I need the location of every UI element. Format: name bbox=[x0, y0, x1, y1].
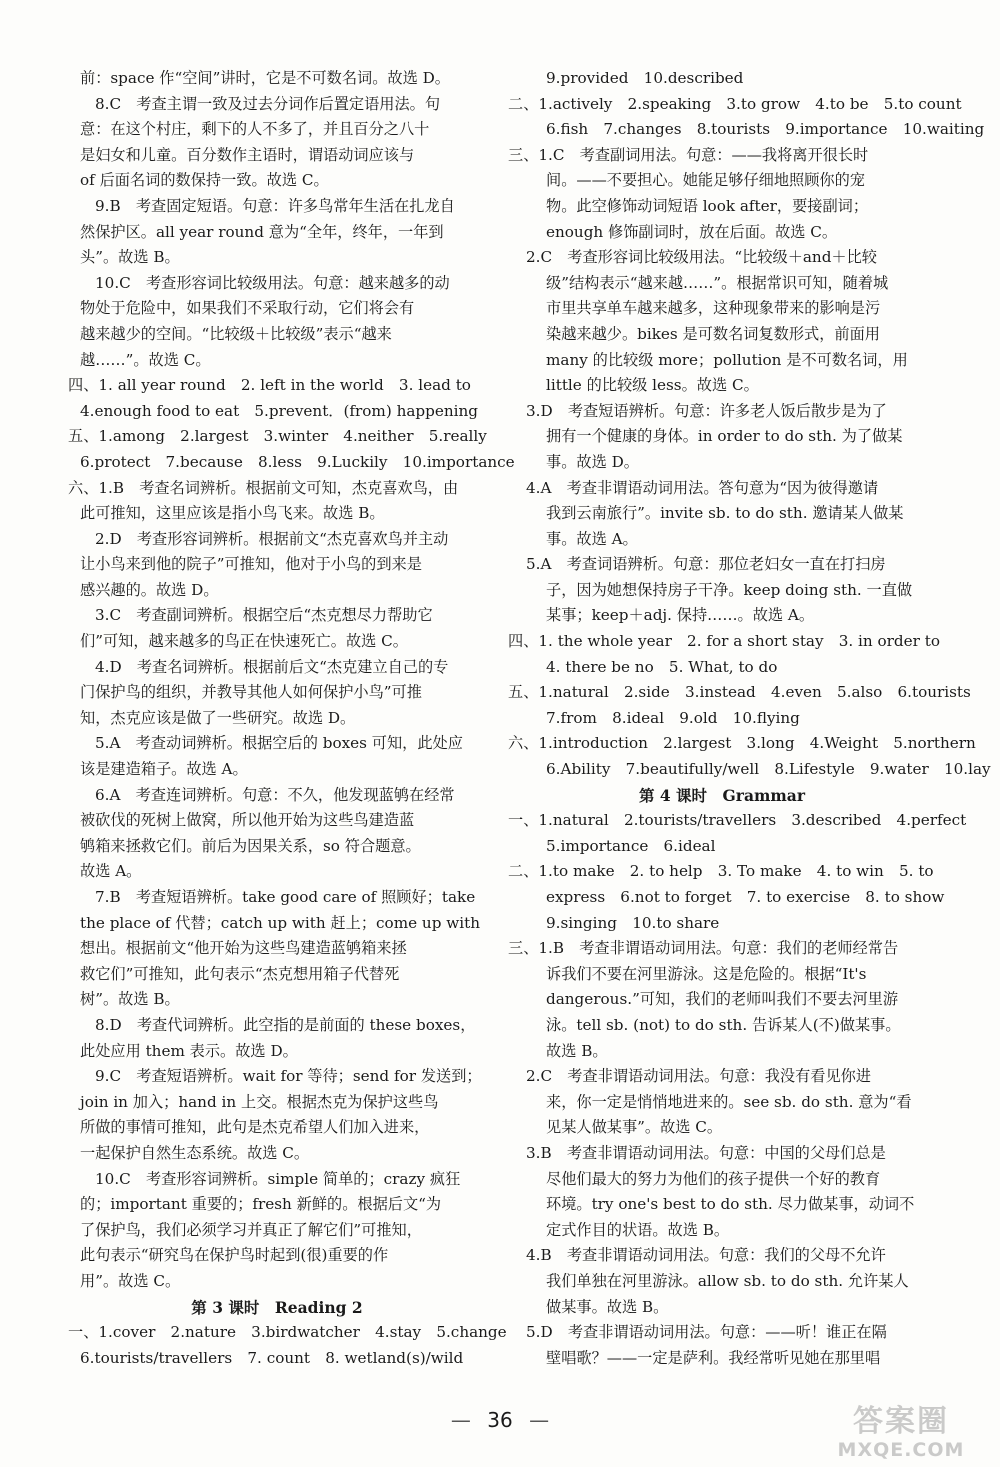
text-line: 是妇女和儿童。百分数作主语时，谓语动词应该与 bbox=[80, 145, 415, 164]
text-line: 4.D 考查名词辨析。根据前后文“杰克建立自己的专 bbox=[95, 657, 449, 676]
text-line: 9.singing 10.to share bbox=[546, 913, 720, 932]
text-line: 拥有一个健康的身体。in order to do sth. 为了做某 bbox=[546, 427, 903, 446]
text-line: 此句表示“研究鸟在保护鸟时起到(很)重要的作 bbox=[80, 1246, 389, 1265]
text-line: 5.A 考查动词辨析。根据空后的 boxes 可知，此处应 bbox=[95, 734, 463, 753]
text-line: express 6.not to forget 7. to exercise 8. to show bbox=[546, 888, 945, 906]
section-heading: 第 4 课时 Grammar bbox=[638, 785, 806, 805]
text-line: 4.A 考查非谓语动词用法。答句意为“因为彼得邀请 bbox=[526, 478, 879, 497]
text-line: 一起保护自然生态系统。故选 C。 bbox=[80, 1143, 310, 1162]
text-line: 三、1.B 考查非谓语动词用法。句意：我们的老师经常告 bbox=[508, 939, 899, 958]
text-line: 五、1.among 2.largest 3.winter 4.neither 5.really bbox=[68, 427, 487, 446]
text-line: 事。故选 D。 bbox=[546, 452, 639, 471]
text-line: 5.D 考查非谓语动词用法。句意：——听！谁正在隔 bbox=[526, 1323, 887, 1342]
text-line: 六、1.introduction 2.largest 3.long 4.Weight 5.northern bbox=[508, 734, 976, 753]
text-line: 所做的事情可推知，此句是杰克希望人们加入进来， bbox=[80, 1118, 430, 1137]
section-heading: 第 3 课时 Reading 2 bbox=[191, 1297, 363, 1317]
text-line: 诉我们不要在河里游泳。这是危险的。根据“It's bbox=[546, 964, 867, 983]
text-line: 做某事。故选 B。 bbox=[546, 1297, 669, 1316]
text-line: little 的比较级 less。故选 C。 bbox=[546, 376, 759, 395]
text-line: 10.C 考查形容词辨析。simple 简单的；crazy 疯狂 bbox=[95, 1169, 461, 1188]
text-line: 泳。tell sb. (not) to do sth. 告诉某人(不)做某事。 bbox=[546, 1015, 901, 1034]
text-line: 故选 B。 bbox=[546, 1041, 608, 1060]
text-line: 六、1.B 考查名词辨析。根据前文可知，杰克喜欢鸟，由 bbox=[68, 478, 459, 497]
text-line: 6.fish 7.changes 8.tourists 9.importance 10.waiting bbox=[546, 120, 985, 139]
text-line: 物。此空修饰动词短语 look after，要接副词； bbox=[546, 196, 869, 215]
text-line: 5.A 考查词语辨析。句意：那位老妇女一直在打扫房 bbox=[526, 555, 886, 574]
text-line: join in 加入；hand in 上交。根据杰克为保护这些鸟 bbox=[80, 1092, 439, 1111]
text-line: 市里共享单车越来越多，这种现象带来的影响是污 bbox=[546, 299, 881, 318]
text-line: 5.importance 6.ideal bbox=[546, 836, 716, 855]
text-line: 2.D 考查形容词辨析。根据前文“杰克喜欢鸟并主动 bbox=[95, 529, 449, 548]
text-line: 9.C 考查短语辨析。wait for 等待；send for 发送到； bbox=[95, 1067, 482, 1086]
text-line: 越来越少的空间。“比较级＋比较级”表示“越来 bbox=[80, 324, 392, 343]
text-line: 见某人做某事”。故选 C。 bbox=[546, 1118, 723, 1137]
text-line: 故选 A。 bbox=[80, 862, 142, 881]
text-line: 间。——不要担心。她能足够仔细地照顾你的宠 bbox=[546, 171, 865, 190]
text-line: 越……”。故选 C。 bbox=[80, 350, 211, 369]
text-line: enough 修饰副词时，放在后面。故选 C。 bbox=[546, 222, 838, 241]
text-line: 9.B 考查固定短语。句意：许多鸟常年生活在扎龙自 bbox=[95, 196, 455, 215]
text-line: 6.A 考查连词辨析。句意：不久，他发现蓝鸲在经常 bbox=[95, 785, 455, 804]
text-line: 然保护区。all year round 意为“全年，终年，一年到 bbox=[80, 222, 444, 241]
text-line: 3.D 考查短语辨析。句意：许多老人饭后散步是为了 bbox=[526, 401, 887, 420]
text-line: 环境。try one's best to do sth. 尽力做某事，动词不 bbox=[546, 1195, 915, 1214]
text-line: 们”可知，越来越多的鸟正在快速死亡。故选 C。 bbox=[80, 632, 408, 651]
footer-dash-right: — bbox=[529, 1408, 550, 1432]
text-line: 7.from 8.ideal 9.old 10.flying bbox=[546, 708, 800, 727]
text-line: 前：space 作“空间”讲时，它是不可数名词。故选 D。 bbox=[80, 69, 450, 87]
text-line: 尽他们最大的努力为他们的孩子提供一个好的教育 bbox=[546, 1169, 881, 1188]
text-line: 三、1.C 考查副词用法。句意：——我将离开很长时 bbox=[508, 145, 869, 164]
text-line: 感兴趣的。故选 D。 bbox=[80, 580, 219, 599]
text-line: 我们单独在河里游泳。allow sb. to do sth. 允许某人 bbox=[546, 1271, 909, 1290]
text-line: 8.C 考查主谓一致及过去分词作后置定语用法。句 bbox=[95, 94, 441, 113]
text-line: 10.C 考查形容词比较级用法。句意：越来越多的动 bbox=[95, 273, 450, 292]
text-line: the place of 代替；catch up with 赶上；come up with bbox=[80, 913, 480, 932]
text-line: 救它们”可推知，此句表示“杰克想用箱子代替死 bbox=[80, 964, 400, 983]
text-line: 此处应用 them 表示。故选 D。 bbox=[80, 1041, 298, 1060]
text-line: 让小鸟来到他的院子”可推知，他对于小鸟的到来是 bbox=[80, 555, 422, 574]
text-line: 6.tourists/travellers 7. count 8. wetland(s)/wild bbox=[80, 1348, 464, 1367]
text-line: 壁唱歌？——一定是萨利。我经常听见她在那里唱 bbox=[546, 1348, 881, 1367]
text-line: 4. there be no 5. What, to do bbox=[546, 657, 778, 676]
text-line: 2.C 考查非谓语动词用法。句意：我没有看见你进 bbox=[526, 1067, 872, 1086]
text-line: 一、1.cover 2.nature 3.birdwatcher 4.stay 5.change bbox=[68, 1323, 507, 1342]
right-column bbox=[508, 66, 991, 1371]
text-line: 的；important 重要的；fresh 新鲜的。根据后文“为 bbox=[80, 1195, 442, 1214]
text-line: of 后面名词的数保持一致。故选 C。 bbox=[80, 171, 329, 190]
text-line: 4.enough food to eat 5.prevent．(from) happening bbox=[80, 401, 478, 420]
text-line: 来，你一定是悄悄地进来的。see sb. do sth. 意为“看 bbox=[546, 1092, 912, 1111]
left-column bbox=[68, 66, 515, 1371]
text-line: 门保护鸟的组织，并教导其他人如何保护小鸟”可推 bbox=[80, 683, 422, 702]
text-line: 3.C 考查副词辨析。根据空后“杰克想尽力帮助它 bbox=[95, 606, 433, 625]
text-line: 9.provided 10.described bbox=[546, 69, 744, 87]
text-line: 6.protect 7.because 8.less 9.Luckily 10.importance bbox=[80, 452, 515, 471]
text-line: 一、1.natural 2.tourists/travellers 3.described 4.perfect bbox=[508, 811, 967, 830]
text-line: 知，杰克应该是做了一些研究。故选 D。 bbox=[80, 708, 356, 727]
text-line: 事。故选 A。 bbox=[546, 529, 638, 548]
text-line: 二、1.actively 2.speaking 3.to grow 4.to be 5.to count bbox=[508, 94, 962, 113]
text-line: 3.B 考查非谓语动词用法。句意：中国的父母们总是 bbox=[526, 1143, 886, 1162]
text-line: 头”。故选 B。 bbox=[80, 248, 180, 267]
footer-dash-left: — bbox=[450, 1408, 471, 1432]
text-line: 用”。故选 C。 bbox=[80, 1271, 181, 1290]
text-line: 四、1. the whole year 2. for a short stay 3. in order to bbox=[508, 632, 940, 651]
watermark-logo-text: 答案圈 bbox=[853, 1404, 949, 1439]
text-line: 子，因为她想保持房子干净。keep doing sth. 一直做 bbox=[546, 580, 913, 599]
text-line: 染越来越少。bikes 是可数名词复数形式，前面用 bbox=[546, 324, 880, 343]
text-line: 树”。故选 B。 bbox=[80, 990, 180, 1009]
text-line: 2.C 考查形容词比较级用法。“比较级＋and＋比较 bbox=[526, 248, 877, 267]
text-line: 被砍伐的死树上做窝，所以他开始为这些鸟建造蓝 bbox=[80, 811, 415, 830]
text-line: 此可推知，这里应该是指小鸟飞来。故选 B。 bbox=[80, 504, 385, 523]
text-line: 该是建造箱子。故选 A。 bbox=[80, 760, 248, 779]
text-line: 7.B 考查短语辨析。take good care of 照顾好；take bbox=[95, 888, 476, 906]
text-line: 四、1. all year round 2. left in the world 3. lead to bbox=[68, 376, 471, 395]
text-line: 了保护鸟，我们必须学习并真正了解它们”可推知， bbox=[80, 1220, 422, 1239]
text-line: 某事；keep＋adj. 保持……。故选 A。 bbox=[546, 606, 815, 625]
text-line: 意：在这个村庄，剩下的人不多了，并且百分之八十 bbox=[80, 120, 430, 139]
text-line: 4.B 考查非谓语动词用法。句意：我们的父母不允许 bbox=[526, 1246, 886, 1265]
text-line: 6.Ability 7.beautifully/well 8.Lifestyle 9.water 10.lay bbox=[546, 760, 991, 779]
text-line: 二、1.to make 2. to help 3. To make 4. to win 5. to bbox=[508, 862, 934, 881]
text-line: 五、1.natural 2.side 3.instead 4.even 5.also 6.tourists bbox=[508, 683, 971, 702]
text-line: 定式作目的状语。故选 B。 bbox=[546, 1220, 730, 1239]
site-watermark bbox=[812, 1405, 990, 1463]
text-line: 8.D 考查代词辨析。此空指的是前面的 these boxes， bbox=[95, 1015, 476, 1034]
text-line: 级”结构表示“越来越……”。根据常识可知，随着城 bbox=[546, 273, 889, 292]
text-line: 物处于危险中，如果我们不采取行动，它们将会有 bbox=[80, 299, 415, 318]
watermark-url: MXQE.COM bbox=[837, 1439, 965, 1461]
text-line: 鸲箱来拯救它们。前后为因果关系，so 符合题意。 bbox=[80, 836, 421, 855]
text-line: 我到云南旅行”。invite sb. to do sth. 邀请某人做某 bbox=[546, 504, 904, 523]
text-line: many 的比较级 more；pollution 是不可数名词，用 bbox=[546, 350, 908, 369]
text-line: dangerous.”可知，我们的老师叫我们不要去河里游 bbox=[546, 990, 899, 1009]
text-line: 想出。根据前文“他开始为这些鸟建造蓝鸲箱来拯 bbox=[80, 939, 407, 958]
page-number: 36 bbox=[487, 1408, 513, 1432]
